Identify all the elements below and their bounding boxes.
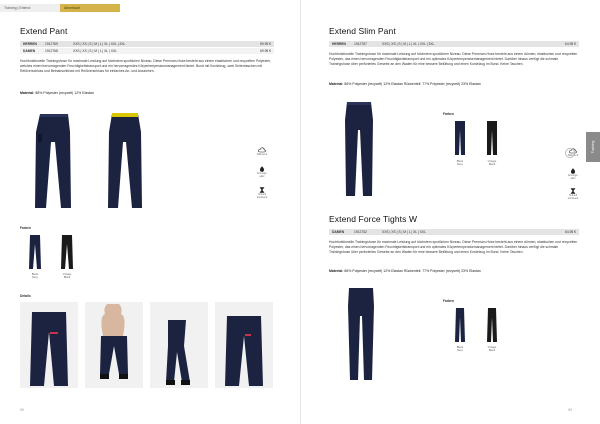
color-caption-navy: Blaze Navy xyxy=(31,273,39,280)
breadcrumb[interactable]: Training | Extend xyxy=(0,4,60,12)
colors-label: Farben xyxy=(443,299,454,303)
spec-row-damen xyxy=(329,229,579,235)
colors-label: Farben xyxy=(443,112,454,116)
price: 64.95 € xyxy=(565,230,576,234)
product-description: Hochfunktionelle Trainingshose für maximale Leistung auf höchstem sportlichen Niveau. Diese Premium-Hose besteht aus einem dünnen, elastischen und recycelten Polyester, das einen hervorragenden Feuchtigkeitstransport und ein optimales Körpertemperaturmanagement bietet. Darüber hinaus verfügt die schmale Trainingshose über perforiertes Gewebe an den Waden für eine bessere Belüftung und einen Kordelzug im Bund. Keine Taschen. xyxy=(329,240,578,254)
feature-label: Schnell trocknend xyxy=(256,193,268,199)
spec-row-damen xyxy=(20,48,274,54)
top-bar xyxy=(0,4,120,12)
material-line xyxy=(20,91,94,95)
circle-mark-icon xyxy=(565,148,575,158)
color-caption-black: Vintage Black xyxy=(487,346,497,353)
feature-label: Atmungs- aktiv xyxy=(567,174,579,180)
material-label: Material: xyxy=(329,82,344,86)
material-text: 86% Polyester (recycelt) 12% Elastan Rückenteil: 77% Polyester (recycelt) 23% Elastan xyxy=(344,269,481,273)
color-caption-black: Vintage Black xyxy=(62,273,72,280)
material-text: 86% Polyester (recycelt) 12% Elastan Rückenteil: 77% Polyester (recycelt) 23% Elastan xyxy=(344,82,481,86)
detail-photo-2 xyxy=(85,302,143,388)
material-line xyxy=(329,82,579,86)
feature-label: Atmungs- aktiv xyxy=(256,172,268,178)
page-number-right: 93 xyxy=(568,408,572,412)
gender-label: DAMEN xyxy=(332,230,345,234)
article-number: 1912787 xyxy=(354,42,367,46)
color-swatch-navy[interactable] xyxy=(453,120,467,156)
spec-row-herren xyxy=(20,41,274,47)
price: 64.95 € xyxy=(565,42,576,46)
spec-row-herren xyxy=(329,41,579,47)
material-line xyxy=(329,269,579,273)
color-caption-black: Vintage Black xyxy=(487,160,497,167)
color-swatch-navy[interactable] xyxy=(453,307,467,343)
material-label: Material: xyxy=(329,269,344,273)
price: 59.95 € xyxy=(260,42,271,46)
product-title-extend-pant: Extend Pant xyxy=(20,26,68,36)
sizes-list: XXS | XS | S | M | L | XL | XXL | 3XL xyxy=(382,42,435,46)
gender-label: HERREN xyxy=(332,42,346,46)
side-tab-training[interactable] xyxy=(586,132,600,162)
material-label: Material: xyxy=(20,91,35,95)
detail-photo-4 xyxy=(215,302,273,388)
feature-breathable xyxy=(567,168,579,181)
article-number: 1912768 xyxy=(45,49,58,53)
color-swatch-black[interactable] xyxy=(60,234,74,270)
sale-tag: Abverkauf xyxy=(60,4,120,12)
color-swatch-black[interactable] xyxy=(485,120,499,156)
right-page xyxy=(300,0,600,424)
sizes-list: XXS | XS | S | M | L | XL | XXL | 3XL xyxy=(73,42,126,46)
gender-label: HERREN xyxy=(23,42,37,46)
details-label: Details xyxy=(20,294,31,298)
product-photo-women xyxy=(102,112,148,210)
feature-label: Schnell trocknend xyxy=(567,194,579,200)
feature-quickdry xyxy=(256,187,268,200)
color-swatch-black[interactable] xyxy=(485,307,499,343)
color-caption-navy: Blaze Navy xyxy=(456,346,464,353)
feature-quickdry xyxy=(567,188,579,201)
page-number-left: 90 xyxy=(20,408,24,412)
material-text: 88% Polyester (recycelt) 12% Elastan xyxy=(35,91,94,95)
detail-photo-3 xyxy=(150,302,208,388)
colors-label: Farben xyxy=(20,226,31,230)
product-title-extend-slim-pant: Extend Slim Pant xyxy=(329,26,396,36)
color-swatch-navy[interactable] xyxy=(28,234,42,270)
price: 69.95 € xyxy=(260,49,271,53)
detail-photo-1 xyxy=(20,302,78,388)
product-photo-force-tights xyxy=(343,286,379,382)
feature-label: Wärmend xyxy=(256,153,268,156)
product-title-extend-force-tights: Extend Force Tights W xyxy=(329,214,418,224)
feature-breathable xyxy=(256,166,268,179)
article-number: 1912769 xyxy=(45,42,58,46)
product-photo-slim-pant xyxy=(339,100,379,198)
sizes-list: XXS | XS | S | M | L | XL | XXL xyxy=(73,49,117,53)
sizes-list: XXS | XS | S | M | L | XL | XXL xyxy=(382,230,426,234)
article-number: 1912752 xyxy=(354,230,367,234)
product-description: Hochfunktionelle Trainingshose für maximale Leistung auf höchstem sportlichen Niveau. Diese Premium-Hose besteht aus einem elastischen und recycelten Polyester, welches einen hervorragenden Feuchtigkeitstransport und ein hervorragendes Körpertemperaturmanagement bietet. Bund mit Kordelzug, zwei Seitentaschen mit Reißverschluss und Beinabschlüsse mit Reißverschluss für einfaches An- und Ausziehen. xyxy=(20,59,271,73)
gender-label: DAMEN xyxy=(23,49,36,53)
color-caption-navy: Blaze Navy xyxy=(456,160,464,167)
feature-label: Wärmend xyxy=(567,154,579,157)
feature-warm xyxy=(256,147,268,157)
product-photo-men xyxy=(30,112,76,210)
product-description: Hochfunktionelle Trainingshose für maximale Leistung auf höchstem sportlichen Niveau. Diese Premium-Hose besteht aus einem dünnen, elastischen und recycelten Polyester, das einen hervorragenden Feuchtigkeitstransport und ein optimales Körpertemperaturmanagement bietet. Darüber hinaus verfügt die schmale Trainingshose über perforiertes Gewebe an den Waden für eine bessere Belüftung und einen Kordelzug im Bund. Keine Taschen. xyxy=(329,52,578,66)
side-tab-label: Training xyxy=(591,140,595,154)
